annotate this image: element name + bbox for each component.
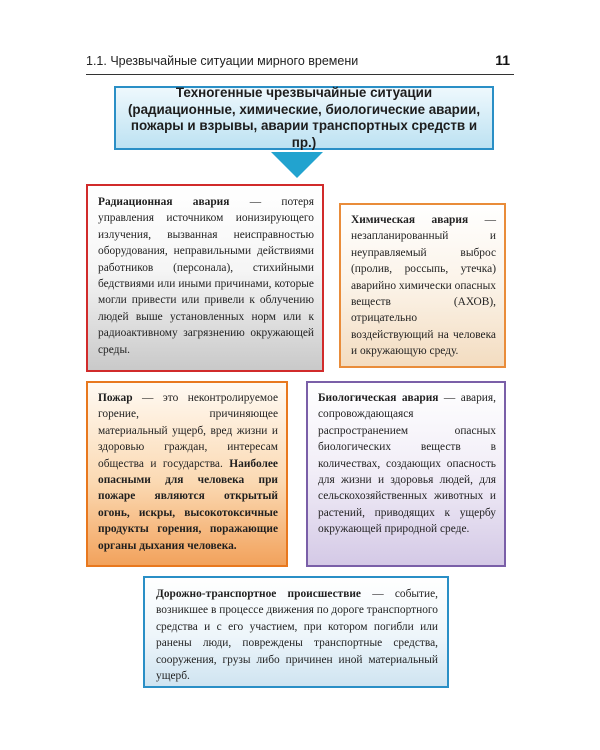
- biological-text: — авария, сопровождающаяся распространением опасных биологических веществ в количествах, создающих опасность для жизни и здоровья людей, для сельскохозяйственных животных и растений, приводящих к ущербу окружающей природной среде.: [318, 392, 496, 536]
- fire-text: — это неконтролируемое горение, причиняющее материальный ущерб, вред жизни и здоровью граждан, интересам общества и государства.: [98, 392, 278, 470]
- main-title: Техногенные чрезвычайные ситуации (радиационные, химические, биологические аварии, пожары и взрывы, аварии транспортных средств и пр.): [127, 85, 481, 150]
- fire-term: Пожар: [98, 392, 133, 404]
- road-accident-box: [143, 576, 449, 688]
- radiation-term: Радиационная авария: [98, 196, 230, 208]
- running-header-title: 1.1. Чрезвычайные ситуации мирного времени: [86, 54, 359, 68]
- chemical-accident-box: [339, 203, 506, 368]
- chemical-definition: [351, 212, 496, 360]
- page-header: [86, 48, 514, 75]
- main-title-box: [114, 86, 494, 150]
- road-text: — событие, возникшее в процессе движения по дороге транспортного средства и с его участием, при котором погибли или ранены люди, повреждены транспортные средства, сооружения, грузы либо причинен иной материальный ущерб.: [156, 588, 439, 683]
- biological-term: Биологическая авария: [318, 392, 439, 404]
- down-arrow-icon: [271, 152, 323, 178]
- radiation-definition: [98, 194, 314, 358]
- road-term: Дорожно-транспортное происшествие: [156, 588, 361, 600]
- fire-box: [86, 381, 288, 567]
- fire-definition: [98, 390, 278, 554]
- chemical-text: — незапланированный и неуправляемый выброс (пролив, россыпь, утечка) аварийно химически опасных веществ (АХОВ), отрицательно воздействующий на человека и окружающую среду.: [351, 214, 496, 358]
- biological-definition: [318, 390, 496, 538]
- page-number: 11: [495, 52, 510, 68]
- radiation-text: — потеря управления источником ионизирующего излучения, вызванная неисправностью оборудования, неправильными действиями работников (персонала), стихийными бедствиями или иными причинами, которые могли привести или привели к облучению людей выше установленных норм или к радиоактивному загрязнению окружающей среды.: [98, 196, 314, 356]
- biological-accident-box: [306, 381, 506, 567]
- road-definition: [156, 586, 438, 684]
- fire-emphasis: Наиболее опасными для человека при пожаре являются открытый огонь, искры, высокотоксичные продукты горения, поражающие органы дыхания человека.: [98, 457, 278, 552]
- chemical-term: Химическая авария: [351, 214, 469, 226]
- radiation-accident-box: [86, 184, 324, 372]
